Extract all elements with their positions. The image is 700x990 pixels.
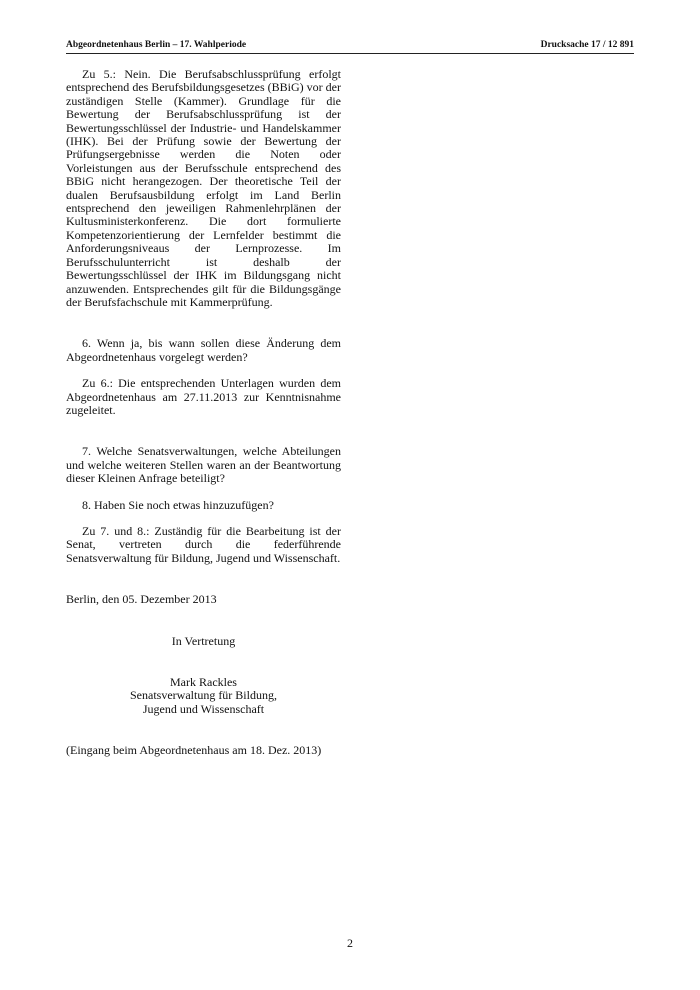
header-divider <box>66 53 634 54</box>
text-column <box>66 68 341 758</box>
header-title: Abgeordnetenhaus Berlin – 17. Wahlperiode <box>66 40 247 50</box>
signature-date: Berlin, den 05. Dezember 2013 <box>66 592 217 607</box>
answer-7-8: Zu 7. und 8.: Zuständig für die Bearbeitung ist der Senat, vertreten durch die federführende Senatsverwaltung für Bildung, Jugend und Wissenschaft. <box>66 523 341 565</box>
document-number: Drucksache 17 / 12 891 <box>540 40 634 50</box>
answer-6: Zu 6.: Die entsprechenden Unterlagen wurden dem Abgeordnetenhaus am 27.11.2013 zur Kenntnisnahme zugeleitet. <box>66 376 341 417</box>
answer-5: Zu 5.: Nein. Die Berufsabschlussprüfung erfolgt entsprechend des Berufsbildungsgesetzes (BBiG) vor der zuständigen Stelle (Kammer). Grundlage für die Bewertung der Berufsabschlussprüfung ist der Bewertungsschlüssel der Industrie- und Handelskammer (IHK). Bei der Prüfung sowie der Bewertung der Prüfungsergebnisse werden die Noten oder Vorleistungen aus der Berufsschule entsprechend des BBiG nicht herangezogen. Der theoretische Teil der dualen Berufsausbildung erfolgt im Land Berlin entsprechend den jeweiligen Rahmenlehrplänen der Kultusministerkonferenz. Die dort formulierte Kompetenzorientierung der Lernfelder bestimmt die Anforderungsniveaus der Lernprozesse. Im Berufsschulunterricht ist deshalb der Bewertungsschlüssel der IHK im Bildungsgang nicht anzuwenden. Entsprechendes gilt für die Bildungsgänge der Berufsfachschule mit Kammerprüfung. <box>66 67 341 309</box>
signer-name: Mark Rackles <box>170 675 237 689</box>
question-7: 7. Welche Senatsverwaltungen, welche Abteilungen und welche weiteren Stellen waren an der Beantwortung dieser Kleinen Anfrage beteiligt? <box>66 444 341 486</box>
question-6: 6. Wenn ja, bis wann sollen diese Änderung dem Abgeordnetenhaus vorgelegt werden? <box>66 336 341 364</box>
question-8: 8. Haben Sie noch etwas hinzuzufügen? <box>82 497 274 512</box>
receipt-note: (Eingang beim Abgeordnetenhaus am 18. Dez. 2013) <box>66 743 322 758</box>
page-header <box>66 40 634 54</box>
signature-block <box>66 635 341 717</box>
signer-office-2: Jugend und Wissenschaft <box>142 701 265 716</box>
signer-office-1: Senatsverwaltung für Bildung, <box>130 688 277 703</box>
in-vertretung: In Vertretung <box>171 633 236 648</box>
page-number: 2 <box>347 936 353 950</box>
